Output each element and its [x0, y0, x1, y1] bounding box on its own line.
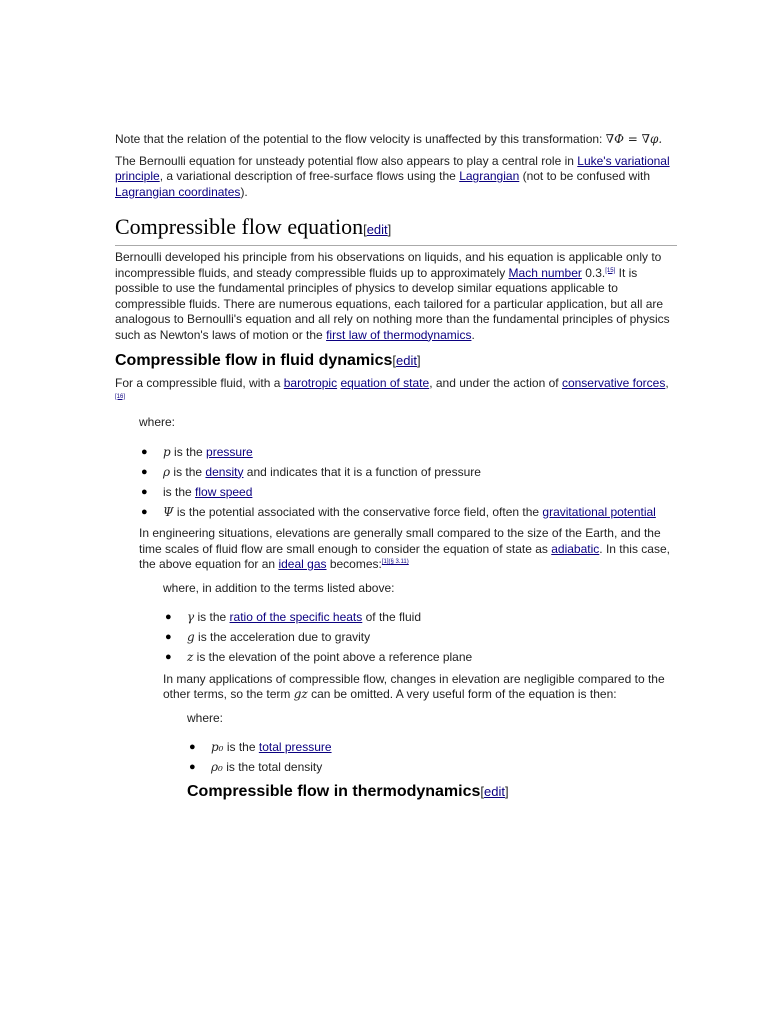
intro-paragraph-potential — [115, 132, 677, 148]
link-pressure[interactable]: pressure — [206, 444, 253, 459]
bullet-icon: ● — [141, 485, 148, 498]
text-run: (not to be confused with — [519, 169, 650, 183]
math-symbol: g — [187, 630, 195, 644]
compressible-paragraph — [115, 250, 677, 343]
gradient-equation: ∇Φ = ∇φ. — [605, 132, 663, 146]
text-run: In engineering situations, elevations are generally small compared to the size of the Earth, and the time scales of fluid flow are small enough to consider the equation of state as — [139, 526, 661, 556]
heading-compressible-flow-equation — [115, 214, 677, 246]
math-symbol: Ψ — [163, 504, 174, 519]
indented-block-level-2 — [163, 581, 677, 802]
text-run: is the acceleration due to gravity — [194, 630, 371, 644]
text-run: , a variational description of free-surface flows using the — [159, 169, 460, 183]
edit-section-link — [392, 353, 420, 368]
text-run: is the — [170, 464, 206, 479]
link-lagrangian-coordinates[interactable]: Lagrangian coordinates — [115, 184, 241, 199]
math-symbol: z — [187, 650, 194, 664]
text-run: can be omitted. A very useful form of the equation is then: — [307, 687, 617, 701]
link-ratio-of-specific-heats[interactable]: ratio of the specific heats — [229, 610, 363, 624]
link-lagrangian[interactable]: Lagrangian — [459, 169, 520, 183]
text-run: The Bernoulli equation for unsteady potential flow also appears to play a central role in — [115, 153, 578, 168]
text-run: , — [665, 376, 669, 390]
link-barotropic[interactable]: barotropic — [283, 376, 338, 390]
bullet-icon: ● — [189, 761, 196, 773]
term-list-3 — [187, 740, 677, 776]
text-run: 0.3. — [581, 265, 606, 280]
where-label: where: — [139, 415, 176, 429]
edit-link[interactable]: edit — [366, 222, 388, 237]
bullet-icon: ● — [165, 631, 172, 643]
edit-link[interactable]: edit — [396, 353, 417, 368]
citation-15[interactable]: [15] — [605, 267, 616, 274]
text-run: and indicates that it is a function of pressure — [243, 464, 481, 479]
many-applications-paragraph — [163, 672, 677, 703]
text-run: In many applications of compressible flow, changes in elevation are negligible compared to the other terms, so the term — [163, 671, 665, 701]
edit-bracket-open: [ — [363, 222, 367, 237]
text-run: Bernoulli developed his principle from his observations on liquids, and his equation is applicable only to incompressible fluids, and steady compressible fluids up to approximately — [115, 250, 662, 280]
bullet-icon: ● — [141, 505, 148, 518]
article-content — [115, 132, 677, 807]
math-symbol: ρ — [163, 464, 171, 479]
link-gravitational-potential[interactable]: gravitational potential — [542, 504, 656, 519]
list-item — [139, 445, 677, 461]
citation-1[interactable]: [1](§ 3.11) — [381, 559, 409, 565]
bullet-icon: ● — [165, 611, 172, 623]
heading-text: Compressible flow equation — [115, 214, 364, 239]
text-run: of the fluid — [362, 610, 421, 624]
text-run: , and under the action of — [429, 376, 562, 390]
heading-text: Compressible flow in thermodynamics — [187, 782, 481, 800]
list-item — [163, 610, 677, 626]
text-run: ). — [240, 184, 248, 199]
bullet-icon: ● — [141, 465, 148, 478]
bullet-icon: ● — [165, 651, 172, 663]
link-flow-speed[interactable]: flow speed — [195, 484, 253, 499]
link-total-pressure[interactable]: total pressure — [258, 740, 332, 754]
indented-block-level-3 — [187, 711, 677, 802]
text-run: is the — [223, 740, 259, 754]
edit-link[interactable]: edit — [484, 783, 505, 799]
text-run: becomes: — [326, 557, 382, 571]
math-symbol: γ — [187, 610, 195, 624]
heading-text: Compressible flow in fluid dynamics — [115, 352, 393, 369]
link-adiabatic[interactable]: adiabatic — [551, 541, 600, 556]
edit-bracket-close: ] — [416, 353, 421, 368]
text-run: For a compressible fluid, with a — [115, 376, 284, 390]
term-list-2 — [163, 610, 677, 666]
edit-section-link — [480, 784, 508, 799]
heading-compressible-flow-thermodynamics — [187, 782, 677, 802]
math-symbol: ρ₀ — [211, 760, 223, 774]
math-symbol: p — [163, 444, 171, 459]
text-run: is the potential associated with the conservative force field, often the — [173, 504, 543, 519]
where-label: where, in addition to the terms listed above: — [163, 580, 395, 595]
math-term: gz — [293, 687, 308, 701]
intro-paragraph-bernoulli — [115, 154, 677, 201]
list-item — [139, 485, 677, 501]
list-item — [139, 465, 677, 481]
list-item — [187, 740, 677, 756]
bullet-icon: ● — [141, 445, 148, 458]
link-equation-of-state[interactable]: equation of state — [340, 376, 430, 390]
link-mach-number[interactable]: Mach number — [508, 265, 582, 280]
fluid-dynamics-paragraph — [115, 376, 677, 407]
text-run: is the total density — [222, 760, 323, 774]
text-run: It is possible to use the fundamental principles of physics to develop similar equations applicable to compressible fluids. There are numerous equations, each tailored for a particular application, but all are analogous to Bernoulli's equation and all rely on nothing more than the fundamental principles of physics such as Newton's laws of motion or the — [115, 265, 670, 342]
indented-block-level-1 — [139, 415, 677, 802]
citation-16[interactable]: [16] — [115, 393, 126, 400]
list-item — [163, 630, 677, 646]
text-run: . In this case, the above equation for an — [139, 541, 670, 571]
bullet-icon: ● — [189, 741, 196, 753]
where-label: where: — [187, 710, 224, 725]
text-run: . — [471, 327, 475, 342]
link-ideal-gas[interactable]: ideal gas — [278, 557, 327, 571]
list-item — [163, 650, 677, 666]
text-run: is the elevation of the point above a reference plane — [193, 650, 473, 664]
edit-bracket-open: [ — [480, 783, 485, 799]
text-run: is the — [170, 444, 207, 459]
link-first-law-of-thermodynamics[interactable]: first law of thermodynamics — [326, 327, 472, 342]
edit-bracket-close: ] — [387, 222, 392, 237]
engineering-paragraph — [139, 526, 677, 573]
heading-compressible-flow-fluid-dynamics — [115, 351, 677, 371]
list-item — [139, 505, 677, 521]
edit-section-link — [363, 222, 391, 237]
math-symbol: p₀ — [211, 740, 224, 754]
edit-bracket-open: [ — [392, 353, 397, 368]
link-lukes-variational-principle[interactable]: Luke's variational principle — [115, 153, 670, 183]
link-density[interactable]: density — [205, 464, 244, 479]
intro-text: Note that the relation of the potential to the flow velocity is unaffected by this transformation: — [115, 132, 606, 146]
list-item — [187, 760, 677, 776]
text-run: is the — [194, 610, 230, 624]
edit-bracket-close: ] — [505, 783, 509, 799]
text-run: is the — [163, 484, 196, 499]
link-conservative-forces[interactable]: conservative forces — [561, 376, 666, 390]
term-list-1 — [139, 445, 677, 521]
